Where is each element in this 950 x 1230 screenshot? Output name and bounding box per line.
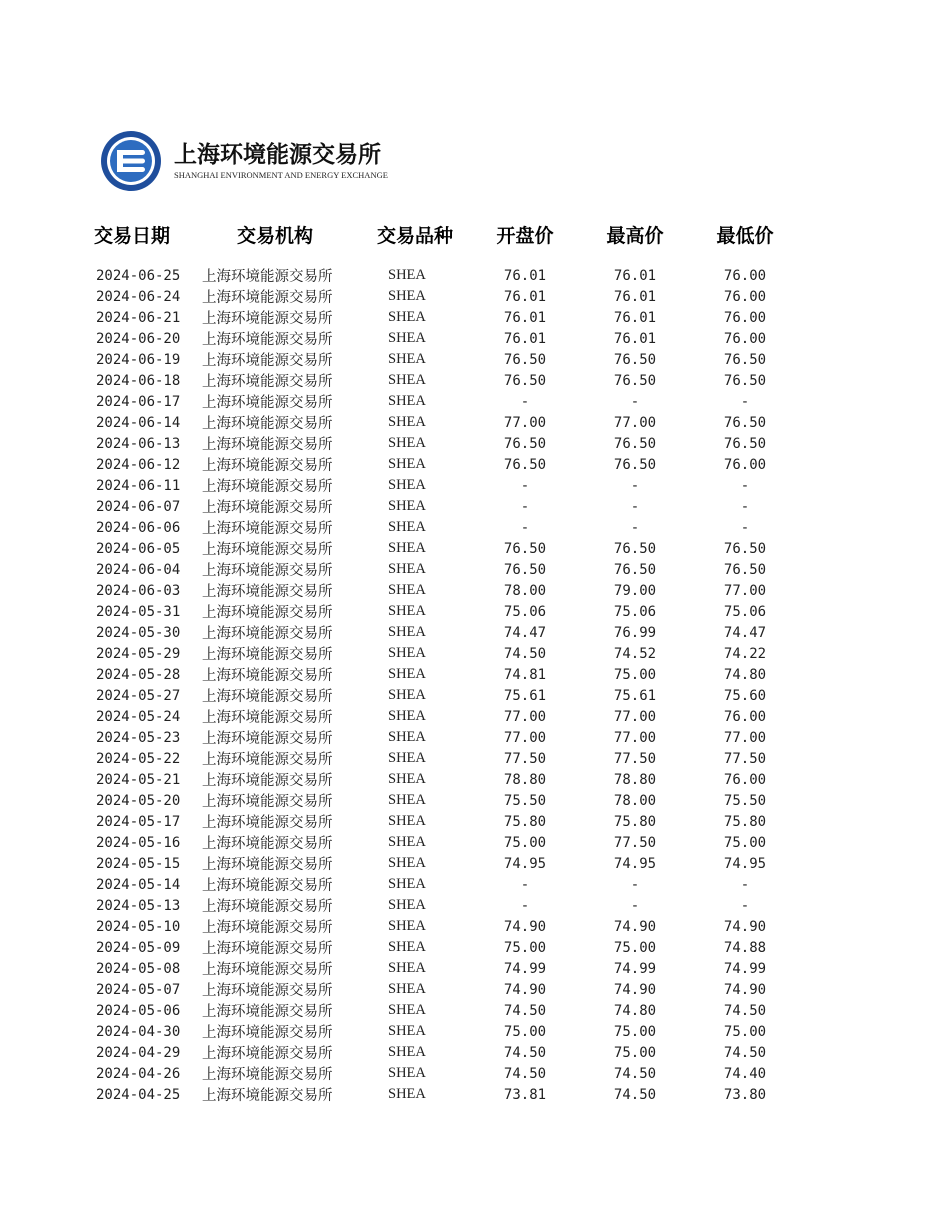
cell-high-price: 76.01 — [613, 267, 657, 284]
cell-low-price: 76.00 — [723, 267, 767, 284]
cell-high-price: 76.50 — [613, 351, 657, 368]
cell-low-price: - — [740, 519, 750, 536]
cell-open-price: 76.01 — [503, 309, 547, 326]
cell-trade-date: 2024-05-28 — [96, 666, 181, 683]
header-institution: 交易机构 — [236, 224, 313, 247]
cell-trade-date: 2024-06-12 — [96, 456, 181, 473]
cell-product: SHEA — [388, 708, 426, 724]
cell-low-price: - — [740, 498, 750, 515]
cell-product: SHEA — [388, 645, 426, 661]
cell-open-price: 76.50 — [503, 372, 547, 389]
cell-institution: 上海环境能源交易所 — [202, 920, 333, 936]
cell-product: SHEA — [388, 477, 426, 493]
cell-low-price: 75.00 — [723, 1023, 767, 1040]
cell-trade-date: 2024-06-25 — [96, 267, 181, 284]
cell-trade-date: 2024-05-27 — [96, 687, 181, 704]
cell-trade-date: 2024-05-31 — [96, 603, 181, 620]
cell-product: SHEA — [388, 1086, 426, 1102]
cell-institution: 上海环境能源交易所 — [202, 962, 333, 978]
table-body — [88, 265, 800, 1105]
cell-trade-date: 2024-05-23 — [96, 729, 181, 746]
cell-high-price: - — [630, 498, 640, 515]
table-row — [88, 1063, 800, 1084]
cell-product: SHEA — [388, 456, 426, 472]
cell-open-price: 74.50 — [503, 1002, 547, 1019]
exchange-logo — [100, 128, 400, 194]
cell-institution: 上海环境能源交易所 — [202, 647, 333, 663]
cell-institution: 上海环境能源交易所 — [202, 542, 333, 558]
table-row — [88, 517, 800, 538]
cell-product: SHEA — [388, 519, 426, 535]
cell-trade-date: 2024-06-24 — [96, 288, 181, 305]
table-row — [88, 706, 800, 727]
cell-institution: 上海环境能源交易所 — [202, 752, 333, 768]
cell-trade-date: 2024-04-30 — [96, 1023, 181, 1040]
cell-high-price: 75.00 — [613, 1044, 657, 1061]
table-row — [88, 349, 800, 370]
table-row — [88, 643, 800, 664]
table-row — [88, 748, 800, 769]
table-row — [88, 1084, 800, 1105]
cell-high-price: 75.00 — [613, 939, 657, 956]
header-open-price: 开盘价 — [496, 224, 554, 247]
cell-product: SHEA — [388, 771, 426, 787]
cell-trade-date: 2024-06-03 — [96, 582, 181, 599]
cell-trade-date: 2024-05-06 — [96, 1002, 181, 1019]
cell-product: SHEA — [388, 414, 426, 430]
cell-trade-date: 2024-06-19 — [96, 351, 181, 368]
cell-institution: 上海环境能源交易所 — [202, 332, 333, 348]
cell-institution: 上海环境能源交易所 — [202, 437, 333, 453]
cell-product: SHEA — [388, 624, 426, 640]
cell-product: SHEA — [388, 330, 426, 346]
cell-product: SHEA — [388, 750, 426, 766]
table-row — [88, 727, 800, 748]
header-high-price: 最高价 — [606, 224, 664, 247]
cell-institution: 上海环境能源交易所 — [202, 1004, 333, 1020]
cell-institution: 上海环境能源交易所 — [202, 983, 333, 999]
cell-trade-date: 2024-06-17 — [96, 393, 181, 410]
cell-low-price: 76.50 — [723, 561, 767, 578]
cell-low-price: 74.88 — [723, 939, 767, 956]
table-header-row — [88, 214, 800, 254]
cell-trade-date: 2024-05-22 — [96, 750, 181, 767]
cell-high-price: 74.52 — [613, 645, 657, 662]
table-row — [88, 1021, 800, 1042]
cell-product: SHEA — [388, 603, 426, 619]
cell-trade-date: 2024-04-29 — [96, 1044, 181, 1061]
cell-high-price: 74.90 — [613, 981, 657, 998]
cell-low-price: - — [740, 876, 750, 893]
cell-low-price: 73.80 — [723, 1086, 767, 1103]
cell-high-price: 74.95 — [613, 855, 657, 872]
cell-trade-date: 2024-05-15 — [96, 855, 181, 872]
cell-institution: 上海环境能源交易所 — [202, 311, 333, 327]
cell-institution: 上海环境能源交易所 — [202, 815, 333, 831]
cell-open-price: 74.50 — [503, 1044, 547, 1061]
cell-low-price: - — [740, 477, 750, 494]
cell-trade-date: 2024-05-30 — [96, 624, 181, 641]
cell-trade-date: 2024-05-21 — [96, 771, 181, 788]
cell-open-price: 74.95 — [503, 855, 547, 872]
table-row — [88, 370, 800, 391]
cell-open-price: 75.61 — [503, 687, 547, 704]
table-row — [88, 664, 800, 685]
exchange-name-cn: 上海环境能源交易所 — [174, 141, 381, 168]
cell-trade-date: 2024-04-26 — [96, 1065, 181, 1082]
cell-high-price: 76.01 — [613, 288, 657, 305]
cell-low-price: 75.60 — [723, 687, 767, 704]
cell-high-price: 77.50 — [613, 750, 657, 767]
table-row — [88, 475, 800, 496]
table-row — [88, 265, 800, 286]
cell-high-price: 75.00 — [613, 666, 657, 683]
cell-high-price: 78.80 — [613, 771, 657, 788]
cell-trade-date: 2024-05-29 — [96, 645, 181, 662]
cell-product: SHEA — [388, 498, 426, 514]
price-table — [88, 214, 800, 1105]
cell-product: SHEA — [388, 372, 426, 388]
cell-high-price: - — [630, 393, 640, 410]
cell-institution: 上海环境能源交易所 — [202, 899, 333, 915]
cell-high-price: 76.01 — [613, 309, 657, 326]
cell-institution: 上海环境能源交易所 — [202, 626, 333, 642]
cell-institution: 上海环境能源交易所 — [202, 689, 333, 705]
table-row — [88, 895, 800, 916]
cell-product: SHEA — [388, 897, 426, 913]
cell-institution: 上海环境能源交易所 — [202, 290, 333, 306]
cell-open-price: 76.01 — [503, 267, 547, 284]
cell-trade-date: 2024-05-14 — [96, 876, 181, 893]
cell-high-price: - — [630, 477, 640, 494]
cell-high-price: 76.99 — [613, 624, 657, 641]
cell-high-price: 74.90 — [613, 918, 657, 935]
cell-trade-date: 2024-06-13 — [96, 435, 181, 452]
table-row — [88, 601, 800, 622]
cell-product: SHEA — [388, 582, 426, 598]
cell-product: SHEA — [388, 267, 426, 283]
cell-product: SHEA — [388, 834, 426, 850]
cell-product: SHEA — [388, 435, 426, 451]
cell-high-price: 76.50 — [613, 561, 657, 578]
cell-high-price: 77.50 — [613, 834, 657, 851]
cell-open-price: 74.47 — [503, 624, 547, 641]
table-row — [88, 937, 800, 958]
cell-high-price: 75.80 — [613, 813, 657, 830]
cell-institution: 上海环境能源交易所 — [202, 458, 333, 474]
cell-open-price: 76.50 — [503, 561, 547, 578]
cell-open-price: 78.00 — [503, 582, 547, 599]
cell-low-price: 76.00 — [723, 330, 767, 347]
cell-institution: 上海环境能源交易所 — [202, 353, 333, 369]
cell-open-price: 75.80 — [503, 813, 547, 830]
cell-open-price: 75.00 — [503, 834, 547, 851]
cell-trade-date: 2024-06-21 — [96, 309, 181, 326]
table-row — [88, 538, 800, 559]
cell-product: SHEA — [388, 1044, 426, 1060]
cell-institution: 上海环境能源交易所 — [202, 521, 333, 537]
cell-product: SHEA — [388, 393, 426, 409]
header-low-price: 最低价 — [716, 224, 774, 247]
cell-low-price: 76.50 — [723, 372, 767, 389]
cell-institution: 上海环境能源交易所 — [202, 710, 333, 726]
cell-low-price: 74.40 — [723, 1065, 767, 1082]
table-row — [88, 433, 800, 454]
cell-low-price: 75.06 — [723, 603, 767, 620]
cell-high-price: 77.00 — [613, 414, 657, 431]
cell-trade-date: 2024-06-07 — [96, 498, 181, 515]
cell-open-price: - — [520, 897, 530, 914]
cell-low-price: 76.50 — [723, 351, 767, 368]
cell-product: SHEA — [388, 561, 426, 577]
cell-institution: 上海环境能源交易所 — [202, 1088, 333, 1104]
cell-open-price: - — [520, 393, 530, 410]
cell-open-price: 74.99 — [503, 960, 547, 977]
cell-open-price: 74.50 — [503, 645, 547, 662]
cell-product: SHEA — [388, 687, 426, 703]
cell-open-price: - — [520, 876, 530, 893]
cell-open-price: 76.50 — [503, 351, 547, 368]
cell-trade-date: 2024-05-08 — [96, 960, 181, 977]
cell-product: SHEA — [388, 1065, 426, 1081]
cell-product: SHEA — [388, 288, 426, 304]
table-row — [88, 874, 800, 895]
cell-product: SHEA — [388, 939, 426, 955]
cell-trade-date: 2024-05-10 — [96, 918, 181, 935]
cell-open-price: 77.00 — [503, 708, 547, 725]
cell-product: SHEA — [388, 729, 426, 745]
cell-low-price: - — [740, 393, 750, 410]
cell-institution: 上海环境能源交易所 — [202, 416, 333, 432]
cell-trade-date: 2024-06-20 — [96, 330, 181, 347]
cell-low-price: - — [740, 897, 750, 914]
table-row — [88, 832, 800, 853]
cell-open-price: 77.00 — [503, 414, 547, 431]
cell-trade-date: 2024-06-06 — [96, 519, 181, 536]
cell-institution: 上海环境能源交易所 — [202, 374, 333, 390]
exchange-name-en: SHANGHAI ENVIRONMENT AND ENERGY EXCHANGE — [174, 170, 388, 180]
table-row — [88, 1000, 800, 1021]
cell-low-price: 74.47 — [723, 624, 767, 641]
cell-low-price: 74.95 — [723, 855, 767, 872]
cell-low-price: 76.50 — [723, 414, 767, 431]
header-product: 交易品种 — [376, 224, 453, 247]
cell-open-price: 76.01 — [503, 288, 547, 305]
cell-institution: 上海环境能源交易所 — [202, 941, 333, 957]
cell-institution: 上海环境能源交易所 — [202, 668, 333, 684]
cell-trade-date: 2024-05-17 — [96, 813, 181, 830]
cell-high-price: 74.80 — [613, 1002, 657, 1019]
cell-institution: 上海环境能源交易所 — [202, 878, 333, 894]
cell-trade-date: 2024-05-24 — [96, 708, 181, 725]
cell-high-price: 76.50 — [613, 540, 657, 557]
cell-institution: 上海环境能源交易所 — [202, 1046, 333, 1062]
table-row — [88, 307, 800, 328]
cell-trade-date: 2024-05-07 — [96, 981, 181, 998]
cell-high-price: - — [630, 519, 640, 536]
cell-low-price: 76.00 — [723, 309, 767, 326]
cell-product: SHEA — [388, 981, 426, 997]
cell-high-price: 76.50 — [613, 435, 657, 452]
cell-open-price: 75.06 — [503, 603, 547, 620]
table-row — [88, 853, 800, 874]
cell-open-price: 78.80 — [503, 771, 547, 788]
cell-open-price: 76.50 — [503, 540, 547, 557]
cell-open-price: 77.50 — [503, 750, 547, 767]
cell-institution: 上海环境能源交易所 — [202, 584, 333, 600]
cell-product: SHEA — [388, 813, 426, 829]
cell-open-price: 75.00 — [503, 939, 547, 956]
cell-institution: 上海环境能源交易所 — [202, 731, 333, 747]
cell-high-price: 75.06 — [613, 603, 657, 620]
table-row — [88, 496, 800, 517]
cell-open-price: 77.00 — [503, 729, 547, 746]
cell-high-price: 74.50 — [613, 1086, 657, 1103]
table-row — [88, 580, 800, 601]
cell-trade-date: 2024-06-18 — [96, 372, 181, 389]
cell-high-price: 75.61 — [613, 687, 657, 704]
cell-institution: 上海环境能源交易所 — [202, 605, 333, 621]
table-row — [88, 790, 800, 811]
cell-low-price: 77.00 — [723, 582, 767, 599]
cell-trade-date: 2024-06-04 — [96, 561, 181, 578]
cell-low-price: 76.00 — [723, 456, 767, 473]
cell-low-price: 77.50 — [723, 750, 767, 767]
cell-open-price: 74.90 — [503, 981, 547, 998]
header-trade-date: 交易日期 — [94, 224, 171, 247]
cell-open-price: 76.50 — [503, 456, 547, 473]
cell-trade-date: 2024-06-05 — [96, 540, 181, 557]
cell-high-price: 74.50 — [613, 1065, 657, 1082]
cell-institution: 上海环境能源交易所 — [202, 794, 333, 810]
cell-low-price: 74.50 — [723, 1044, 767, 1061]
exchange-emblem-icon — [100, 130, 162, 192]
cell-product: SHEA — [388, 792, 426, 808]
table-row — [88, 1042, 800, 1063]
cell-low-price: 76.00 — [723, 708, 767, 725]
table-row — [88, 328, 800, 349]
cell-low-price: 74.90 — [723, 981, 767, 998]
cell-trade-date: 2024-05-13 — [96, 897, 181, 914]
cell-low-price: 74.80 — [723, 666, 767, 683]
cell-low-price: 77.00 — [723, 729, 767, 746]
cell-open-price: 74.81 — [503, 666, 547, 683]
cell-trade-date: 2024-06-11 — [96, 477, 181, 494]
cell-institution: 上海环境能源交易所 — [202, 269, 333, 285]
cell-institution: 上海环境能源交易所 — [202, 563, 333, 579]
cell-product: SHEA — [388, 666, 426, 682]
cell-product: SHEA — [388, 918, 426, 934]
cell-low-price: 75.80 — [723, 813, 767, 830]
cell-institution: 上海环境能源交易所 — [202, 395, 333, 411]
cell-product: SHEA — [388, 876, 426, 892]
cell-trade-date: 2024-05-20 — [96, 792, 181, 809]
cell-product: SHEA — [388, 1002, 426, 1018]
cell-low-price: 74.99 — [723, 960, 767, 977]
cell-product: SHEA — [388, 540, 426, 556]
cell-low-price: 76.00 — [723, 771, 767, 788]
cell-product: SHEA — [388, 1023, 426, 1039]
cell-open-price: - — [520, 477, 530, 494]
table-row — [88, 685, 800, 706]
table-row — [88, 811, 800, 832]
table-row — [88, 559, 800, 580]
cell-open-price: 76.01 — [503, 330, 547, 347]
table-row — [88, 916, 800, 937]
cell-high-price: 77.00 — [613, 708, 657, 725]
table-row — [88, 769, 800, 790]
table-row — [88, 958, 800, 979]
cell-trade-date: 2024-06-14 — [96, 414, 181, 431]
cell-open-price: 76.50 — [503, 435, 547, 452]
cell-low-price: 75.00 — [723, 834, 767, 851]
cell-institution: 上海环境能源交易所 — [202, 857, 333, 873]
cell-high-price: - — [630, 897, 640, 914]
cell-high-price: 74.99 — [613, 960, 657, 977]
cell-low-price: 74.90 — [723, 918, 767, 935]
cell-product: SHEA — [388, 351, 426, 367]
cell-high-price: 77.00 — [613, 729, 657, 746]
table-row — [88, 391, 800, 412]
cell-open-price: 75.50 — [503, 792, 547, 809]
cell-trade-date: 2024-05-16 — [96, 834, 181, 851]
cell-open-price: - — [520, 519, 530, 536]
cell-product: SHEA — [388, 960, 426, 976]
table-row — [88, 286, 800, 307]
cell-open-price: 73.81 — [503, 1086, 547, 1103]
cell-institution: 上海环境能源交易所 — [202, 1067, 333, 1083]
cell-institution: 上海环境能源交易所 — [202, 500, 333, 516]
cell-product: SHEA — [388, 855, 426, 871]
cell-high-price: 78.00 — [613, 792, 657, 809]
cell-high-price: 79.00 — [613, 582, 657, 599]
cell-low-price: 76.50 — [723, 540, 767, 557]
cell-institution: 上海环境能源交易所 — [202, 1025, 333, 1041]
cell-open-price: 74.90 — [503, 918, 547, 935]
cell-trade-date: 2024-04-25 — [96, 1086, 181, 1103]
cell-high-price: 76.50 — [613, 456, 657, 473]
cell-institution: 上海环境能源交易所 — [202, 773, 333, 789]
table-row — [88, 412, 800, 433]
cell-low-price: 76.00 — [723, 288, 767, 305]
cell-low-price: 75.50 — [723, 792, 767, 809]
cell-high-price: 76.01 — [613, 330, 657, 347]
table-row — [88, 979, 800, 1000]
table-row — [88, 622, 800, 643]
cell-open-price: 74.50 — [503, 1065, 547, 1082]
cell-trade-date: 2024-05-09 — [96, 939, 181, 956]
cell-high-price: - — [630, 876, 640, 893]
cell-institution: 上海环境能源交易所 — [202, 836, 333, 852]
cell-open-price: - — [520, 498, 530, 515]
cell-low-price: 76.50 — [723, 435, 767, 452]
cell-low-price: 74.22 — [723, 645, 767, 662]
cell-product: SHEA — [388, 309, 426, 325]
table-row — [88, 454, 800, 475]
cell-institution: 上海环境能源交易所 — [202, 479, 333, 495]
cell-high-price: 75.00 — [613, 1023, 657, 1040]
cell-open-price: 75.00 — [503, 1023, 547, 1040]
cell-low-price: 74.50 — [723, 1002, 767, 1019]
cell-high-price: 76.50 — [613, 372, 657, 389]
